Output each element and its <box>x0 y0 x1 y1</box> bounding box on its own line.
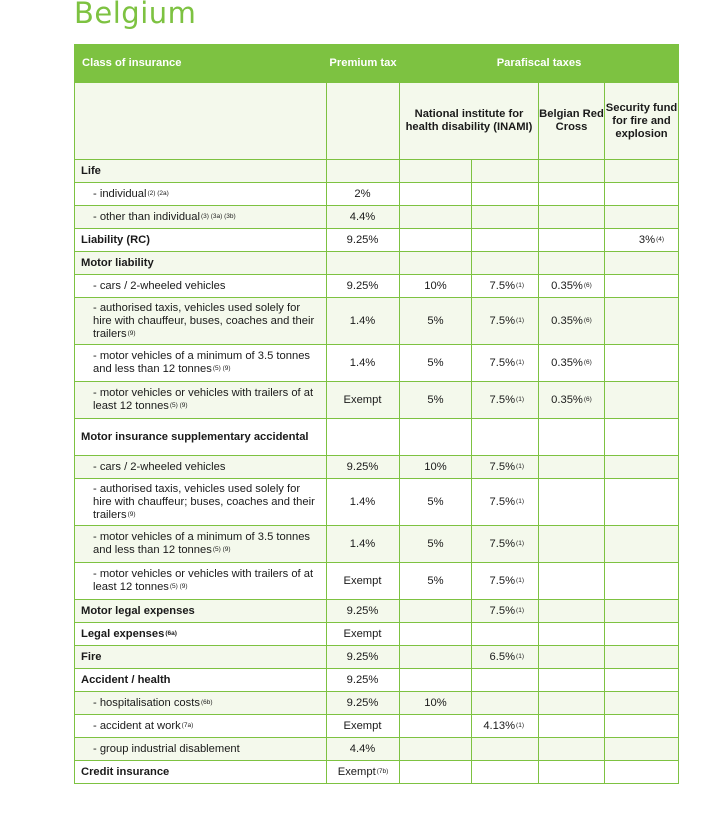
premium-tax-cell-text: Exempt <box>343 627 382 640</box>
inami-rate-cell <box>400 692 472 715</box>
category-label-text: Life <box>81 164 101 177</box>
subclass-label <box>75 692 327 715</box>
footnote-ref: (1) <box>516 395 524 403</box>
premium-tax-cell-text: 9.25% <box>346 604 379 617</box>
inami-surcharge-cell <box>472 419 539 456</box>
red-cross-cell <box>539 669 605 692</box>
fire-fund-cell <box>605 715 679 738</box>
inami-rate-cell <box>400 623 472 646</box>
premium-tax-cell <box>327 526 400 563</box>
header-class-of-insurance: Class of insurance <box>75 45 327 83</box>
inami-surcharge-cell <box>472 183 539 206</box>
insurance-tax-table <box>74 44 679 784</box>
table-row <box>75 275 679 298</box>
inami-surcharge-cell <box>472 669 539 692</box>
footnote-ref: (1) <box>516 462 524 470</box>
inami-rate-cell-text: 5% <box>427 495 444 508</box>
inami-surcharge-cell-text: 7.5% <box>489 495 516 508</box>
inami-surcharge-cell-text: 7.5% <box>489 460 516 473</box>
red-cross-cell <box>539 160 605 183</box>
category-label-text: Credit insurance <box>81 765 170 778</box>
inami-rate-cell <box>400 646 472 669</box>
red-cross-cell <box>539 298 605 345</box>
fire-fund-cell <box>605 623 679 646</box>
inami-surcharge-cell <box>472 715 539 738</box>
red-cross-cell <box>539 646 605 669</box>
premium-tax-cell <box>327 646 400 669</box>
subclass-label <box>75 456 327 479</box>
subclass-label <box>75 183 327 206</box>
inami-rate-cell-text: 5% <box>427 574 444 587</box>
inami-surcharge-cell <box>472 229 539 252</box>
footnote-ref: (1) <box>516 497 524 505</box>
table-row <box>75 183 679 206</box>
category-label <box>75 623 327 646</box>
red-cross-cell <box>539 252 605 275</box>
red-cross-cell <box>539 229 605 252</box>
table-row <box>75 252 679 275</box>
subclass-label-text: - individual <box>93 187 147 200</box>
subclass-label-text: - other than individual <box>93 210 200 223</box>
inami-rate-cell <box>400 761 472 784</box>
premium-tax-cell-text: Exempt <box>343 719 382 732</box>
category-label <box>75 761 327 784</box>
fire-fund-cell <box>605 692 679 715</box>
inami-rate-cell-text: 5% <box>427 537 444 550</box>
red-cross-cell <box>539 563 605 600</box>
inami-rate-cell-text: 5% <box>427 314 444 327</box>
premium-tax-cell-text: 9.25% <box>346 460 379 473</box>
inami-rate-cell <box>400 669 472 692</box>
footnote-ref: (1) <box>516 652 524 660</box>
inami-rate-cell-text: 10% <box>424 460 447 473</box>
inami-surcharge-cell <box>472 160 539 183</box>
subclass-label <box>75 526 327 563</box>
inami-surcharge-cell-text: 7.5% <box>489 604 516 617</box>
inami-rate-cell <box>400 229 472 252</box>
premium-tax-cell <box>327 715 400 738</box>
inami-surcharge-cell <box>472 761 539 784</box>
inami-surcharge-cell <box>472 600 539 623</box>
footnote-ref: (5) (9) <box>169 402 188 409</box>
table-row <box>75 761 679 784</box>
footnote-ref: (4) <box>656 235 665 243</box>
inami-surcharge-cell <box>472 206 539 229</box>
premium-tax-cell-text: 9.25% <box>346 696 379 709</box>
table-row <box>75 692 679 715</box>
subheader-empty <box>75 83 327 160</box>
premium-tax-cell-text: 1.4% <box>349 356 376 369</box>
premium-tax-cell <box>327 298 400 345</box>
fire-fund-cell <box>605 526 679 563</box>
inami-rate-cell <box>400 160 472 183</box>
subclass-label <box>75 715 327 738</box>
footnote-ref: (6) <box>583 281 592 289</box>
subclass-label-text: - motor vehicles or vehicles with trailers of at least 12 tonnes <box>93 387 314 412</box>
fire-fund-cell <box>605 160 679 183</box>
premium-tax-cell <box>327 275 400 298</box>
category-label <box>75 419 327 456</box>
footnote-ref: (7b) <box>376 767 389 775</box>
footnote-ref: (1) <box>516 606 524 614</box>
fire-fund-cell <box>605 761 679 784</box>
inami-surcharge-cell <box>472 298 539 345</box>
fire-fund-cell <box>605 456 679 479</box>
category-label <box>75 669 327 692</box>
category-label-text: Accident / health <box>81 673 171 686</box>
premium-tax-cell-text: Exempt <box>337 765 376 778</box>
premium-tax-cell <box>327 623 400 646</box>
subclass-label <box>75 206 327 229</box>
red-cross-cell <box>539 600 605 623</box>
premium-tax-cell <box>327 345 400 382</box>
footnote-ref: (6b) <box>200 698 213 706</box>
premium-tax-cell-text: 9.25% <box>346 233 379 246</box>
fire-fund-cell <box>605 738 679 761</box>
subclass-label-text: - hospitalisation costs <box>93 696 200 709</box>
red-cross-cell <box>539 382 605 419</box>
inami-rate-cell <box>400 456 472 479</box>
subclass-label <box>75 479 327 526</box>
inami-rate-cell-text: 5% <box>427 393 444 406</box>
red-cross-cell-text: 0.35% <box>551 314 583 327</box>
premium-tax-cell-text: 4.4% <box>349 210 376 223</box>
category-label-text: Motor liability <box>81 256 154 269</box>
table-row <box>75 563 679 600</box>
inami-rate-cell <box>400 600 472 623</box>
fire-fund-cell <box>605 345 679 382</box>
inami-surcharge-cell-text: 7.5% <box>489 279 516 292</box>
table-row <box>75 526 679 563</box>
premium-tax-cell-text: 2% <box>354 187 371 200</box>
premium-tax-cell <box>327 761 400 784</box>
premium-tax-cell <box>327 229 400 252</box>
fire-fund-cell <box>605 298 679 345</box>
footnote-ref: (5) (9) <box>212 365 231 372</box>
inami-rate-cell-text: 10% <box>424 279 447 292</box>
premium-tax-cell <box>327 183 400 206</box>
premium-tax-cell <box>327 419 400 456</box>
footnote-ref: (9) <box>127 329 136 337</box>
header-parafiscal-taxes: Parafiscal taxes <box>400 45 679 83</box>
footnote-ref: (1) <box>516 576 524 584</box>
inami-surcharge-cell-text: 7.5% <box>489 314 516 327</box>
inami-surcharge-cell <box>472 456 539 479</box>
inami-surcharge-cell-text: 7.5% <box>489 356 516 369</box>
premium-tax-cell-text: 1.4% <box>349 495 376 508</box>
header-premium-tax: Premium tax <box>327 45 400 83</box>
red-cross-cell <box>539 345 605 382</box>
fire-fund-cell <box>605 563 679 600</box>
table-row <box>75 419 679 456</box>
inami-rate-cell <box>400 738 472 761</box>
premium-tax-cell <box>327 563 400 600</box>
inami-surcharge-cell <box>472 382 539 419</box>
table-row <box>75 479 679 526</box>
category-label-text: Liability (RC) <box>81 233 150 246</box>
subclass-label-text: - cars / 2-wheeled vehicles <box>93 460 226 473</box>
inami-surcharge-cell <box>472 479 539 526</box>
category-label <box>75 252 327 275</box>
fire-fund-cell <box>605 275 679 298</box>
footnote-ref: (1) <box>516 539 524 547</box>
inami-rate-cell <box>400 479 472 526</box>
fire-fund-cell-text: 3% <box>638 233 656 246</box>
premium-tax-cell <box>327 600 400 623</box>
inami-surcharge-cell <box>472 526 539 563</box>
footnote-ref: (1) <box>516 316 524 324</box>
page-title: Belgium <box>74 0 197 30</box>
table-row <box>75 206 679 229</box>
table-row <box>75 382 679 419</box>
table-row <box>75 600 679 623</box>
subclass-label-text: - motor vehicles of a minimum of 3.5 tonnes and less than 12 tonnes <box>93 531 311 556</box>
premium-tax-cell-text: 9.25% <box>346 279 379 292</box>
table-row <box>75 229 679 252</box>
inami-surcharge-cell-text: 7.5% <box>489 537 516 550</box>
red-cross-cell <box>539 419 605 456</box>
inami-rate-cell-text: 10% <box>424 696 447 709</box>
footnote-ref: (6) <box>583 358 592 366</box>
premium-tax-cell <box>327 160 400 183</box>
red-cross-cell <box>539 479 605 526</box>
subheader-fire-fund: Security fund for fire and explosion <box>605 83 679 160</box>
table-row <box>75 345 679 382</box>
inami-surcharge-cell <box>472 623 539 646</box>
category-label <box>75 160 327 183</box>
inami-surcharge-cell <box>472 646 539 669</box>
premium-tax-cell <box>327 252 400 275</box>
premium-tax-cell <box>327 738 400 761</box>
subheader-red-cross: Belgian Red Cross <box>539 83 605 160</box>
subheader-inami: National institute for health disability (INAMI) <box>400 83 539 160</box>
red-cross-cell <box>539 456 605 479</box>
fire-fund-cell <box>605 382 679 419</box>
red-cross-cell <box>539 526 605 563</box>
footnote-ref: (6) <box>583 395 592 403</box>
footnote-ref: (3) (3a) (3b) <box>200 212 236 220</box>
premium-tax-cell <box>327 206 400 229</box>
subclass-label-text: - group industrial disablement <box>93 742 240 755</box>
inami-rate-cell <box>400 382 472 419</box>
category-label <box>75 646 327 669</box>
inami-rate-cell <box>400 715 472 738</box>
subclass-label-text: - motor vehicles or vehicles with trailers of at least 12 tonnes <box>93 568 314 593</box>
red-cross-cell <box>539 761 605 784</box>
premium-tax-cell-text: Exempt <box>343 574 382 587</box>
fire-fund-cell <box>605 252 679 275</box>
subclass-label-text: - cars / 2-wheeled vehicles <box>93 279 226 292</box>
footnote-ref: (9) <box>127 510 136 518</box>
category-label-text: Motor insurance supplementary accidental <box>81 430 309 443</box>
table-row <box>75 715 679 738</box>
footnote-ref: (5) (9) <box>212 546 231 553</box>
table-row <box>75 160 679 183</box>
subclass-label <box>75 563 327 600</box>
category-label <box>75 600 327 623</box>
category-label-text: Fire <box>81 650 102 663</box>
inami-rate-cell-text: 5% <box>427 356 444 369</box>
fire-fund-cell <box>605 419 679 456</box>
red-cross-cell <box>539 623 605 646</box>
inami-rate-cell <box>400 252 472 275</box>
premium-tax-cell-text: 4.4% <box>349 742 376 755</box>
inami-surcharge-cell-text: 6.5% <box>489 650 516 663</box>
inami-surcharge-cell <box>472 563 539 600</box>
inami-rate-cell <box>400 345 472 382</box>
red-cross-cell <box>539 206 605 229</box>
category-label-text: Motor legal expenses <box>81 604 195 617</box>
category-label <box>75 229 327 252</box>
red-cross-cell-text: 0.35% <box>551 393 583 406</box>
inami-surcharge-cell <box>472 252 539 275</box>
premium-tax-cell-text: Exempt <box>343 393 382 406</box>
subclass-label-text: - authorised taxis, vehicles used solely for hire with chauffeur, buses, coaches and their trailers <box>93 301 315 340</box>
subclass-label <box>75 275 327 298</box>
fire-fund-cell <box>605 669 679 692</box>
subclass-label-text: - motor vehicles of a minimum of 3.5 tonnes and less than 12 tonnes <box>93 350 311 375</box>
footnote-ref: (6) <box>583 316 592 324</box>
fire-fund-cell <box>605 229 679 252</box>
inami-rate-cell <box>400 419 472 456</box>
fire-fund-cell <box>605 183 679 206</box>
premium-tax-cell <box>327 382 400 419</box>
inami-rate-cell <box>400 183 472 206</box>
premium-tax-cell <box>327 456 400 479</box>
subclass-label <box>75 382 327 419</box>
inami-rate-cell <box>400 298 472 345</box>
inami-surcharge-cell <box>472 738 539 761</box>
premium-tax-cell-text: 9.25% <box>346 650 379 663</box>
premium-tax-cell <box>327 479 400 526</box>
inami-surcharge-cell <box>472 692 539 715</box>
red-cross-cell <box>539 738 605 761</box>
table-row <box>75 623 679 646</box>
footnote-ref: (1) <box>516 721 524 729</box>
red-cross-cell-text: 0.35% <box>551 356 583 369</box>
fire-fund-cell <box>605 479 679 526</box>
footnote-ref: (5) (9) <box>169 583 188 590</box>
inami-rate-cell <box>400 526 472 563</box>
table-row <box>75 738 679 761</box>
premium-tax-cell-text: 1.4% <box>349 537 376 550</box>
subclass-label <box>75 298 327 345</box>
fire-fund-cell <box>605 206 679 229</box>
inami-rate-cell <box>400 275 472 298</box>
subclass-label-text: - authorised taxis, vehicles used solely for hire with chauffeur; buses, coaches and their trailers <box>93 482 315 521</box>
footnote-ref: (7a) <box>181 721 194 729</box>
table-body <box>75 160 679 784</box>
red-cross-cell <box>539 275 605 298</box>
table-row <box>75 456 679 479</box>
premium-tax-cell <box>327 692 400 715</box>
table-row <box>75 669 679 692</box>
footnote-ref: (6a) <box>165 629 177 637</box>
red-cross-cell <box>539 183 605 206</box>
table-row <box>75 298 679 345</box>
fire-fund-cell <box>605 600 679 623</box>
footnote-ref: (1) <box>516 281 524 289</box>
inami-surcharge-cell <box>472 275 539 298</box>
subclass-label <box>75 345 327 382</box>
premium-tax-cell-text: 9.25% <box>346 673 379 686</box>
inami-surcharge-cell-text: 7.5% <box>489 574 516 587</box>
inami-surcharge-cell-text: 7.5% <box>489 393 516 406</box>
subheader-empty <box>327 83 400 160</box>
premium-tax-cell-text: 1.4% <box>349 314 376 327</box>
footnote-ref: (1) <box>516 358 524 366</box>
inami-surcharge-cell <box>472 345 539 382</box>
inami-surcharge-cell-text: 4.13% <box>483 719 516 732</box>
inami-rate-cell <box>400 563 472 600</box>
premium-tax-cell <box>327 669 400 692</box>
fire-fund-cell <box>605 646 679 669</box>
subclass-label <box>75 738 327 761</box>
red-cross-cell <box>539 715 605 738</box>
inami-rate-cell <box>400 206 472 229</box>
subclass-label-text: - accident at work <box>93 719 181 732</box>
red-cross-cell <box>539 692 605 715</box>
red-cross-cell-text: 0.35% <box>551 279 583 292</box>
footnote-ref: (2) (2a) <box>147 189 169 197</box>
category-label-text: Legal expenses <box>81 627 165 640</box>
table-row <box>75 646 679 669</box>
